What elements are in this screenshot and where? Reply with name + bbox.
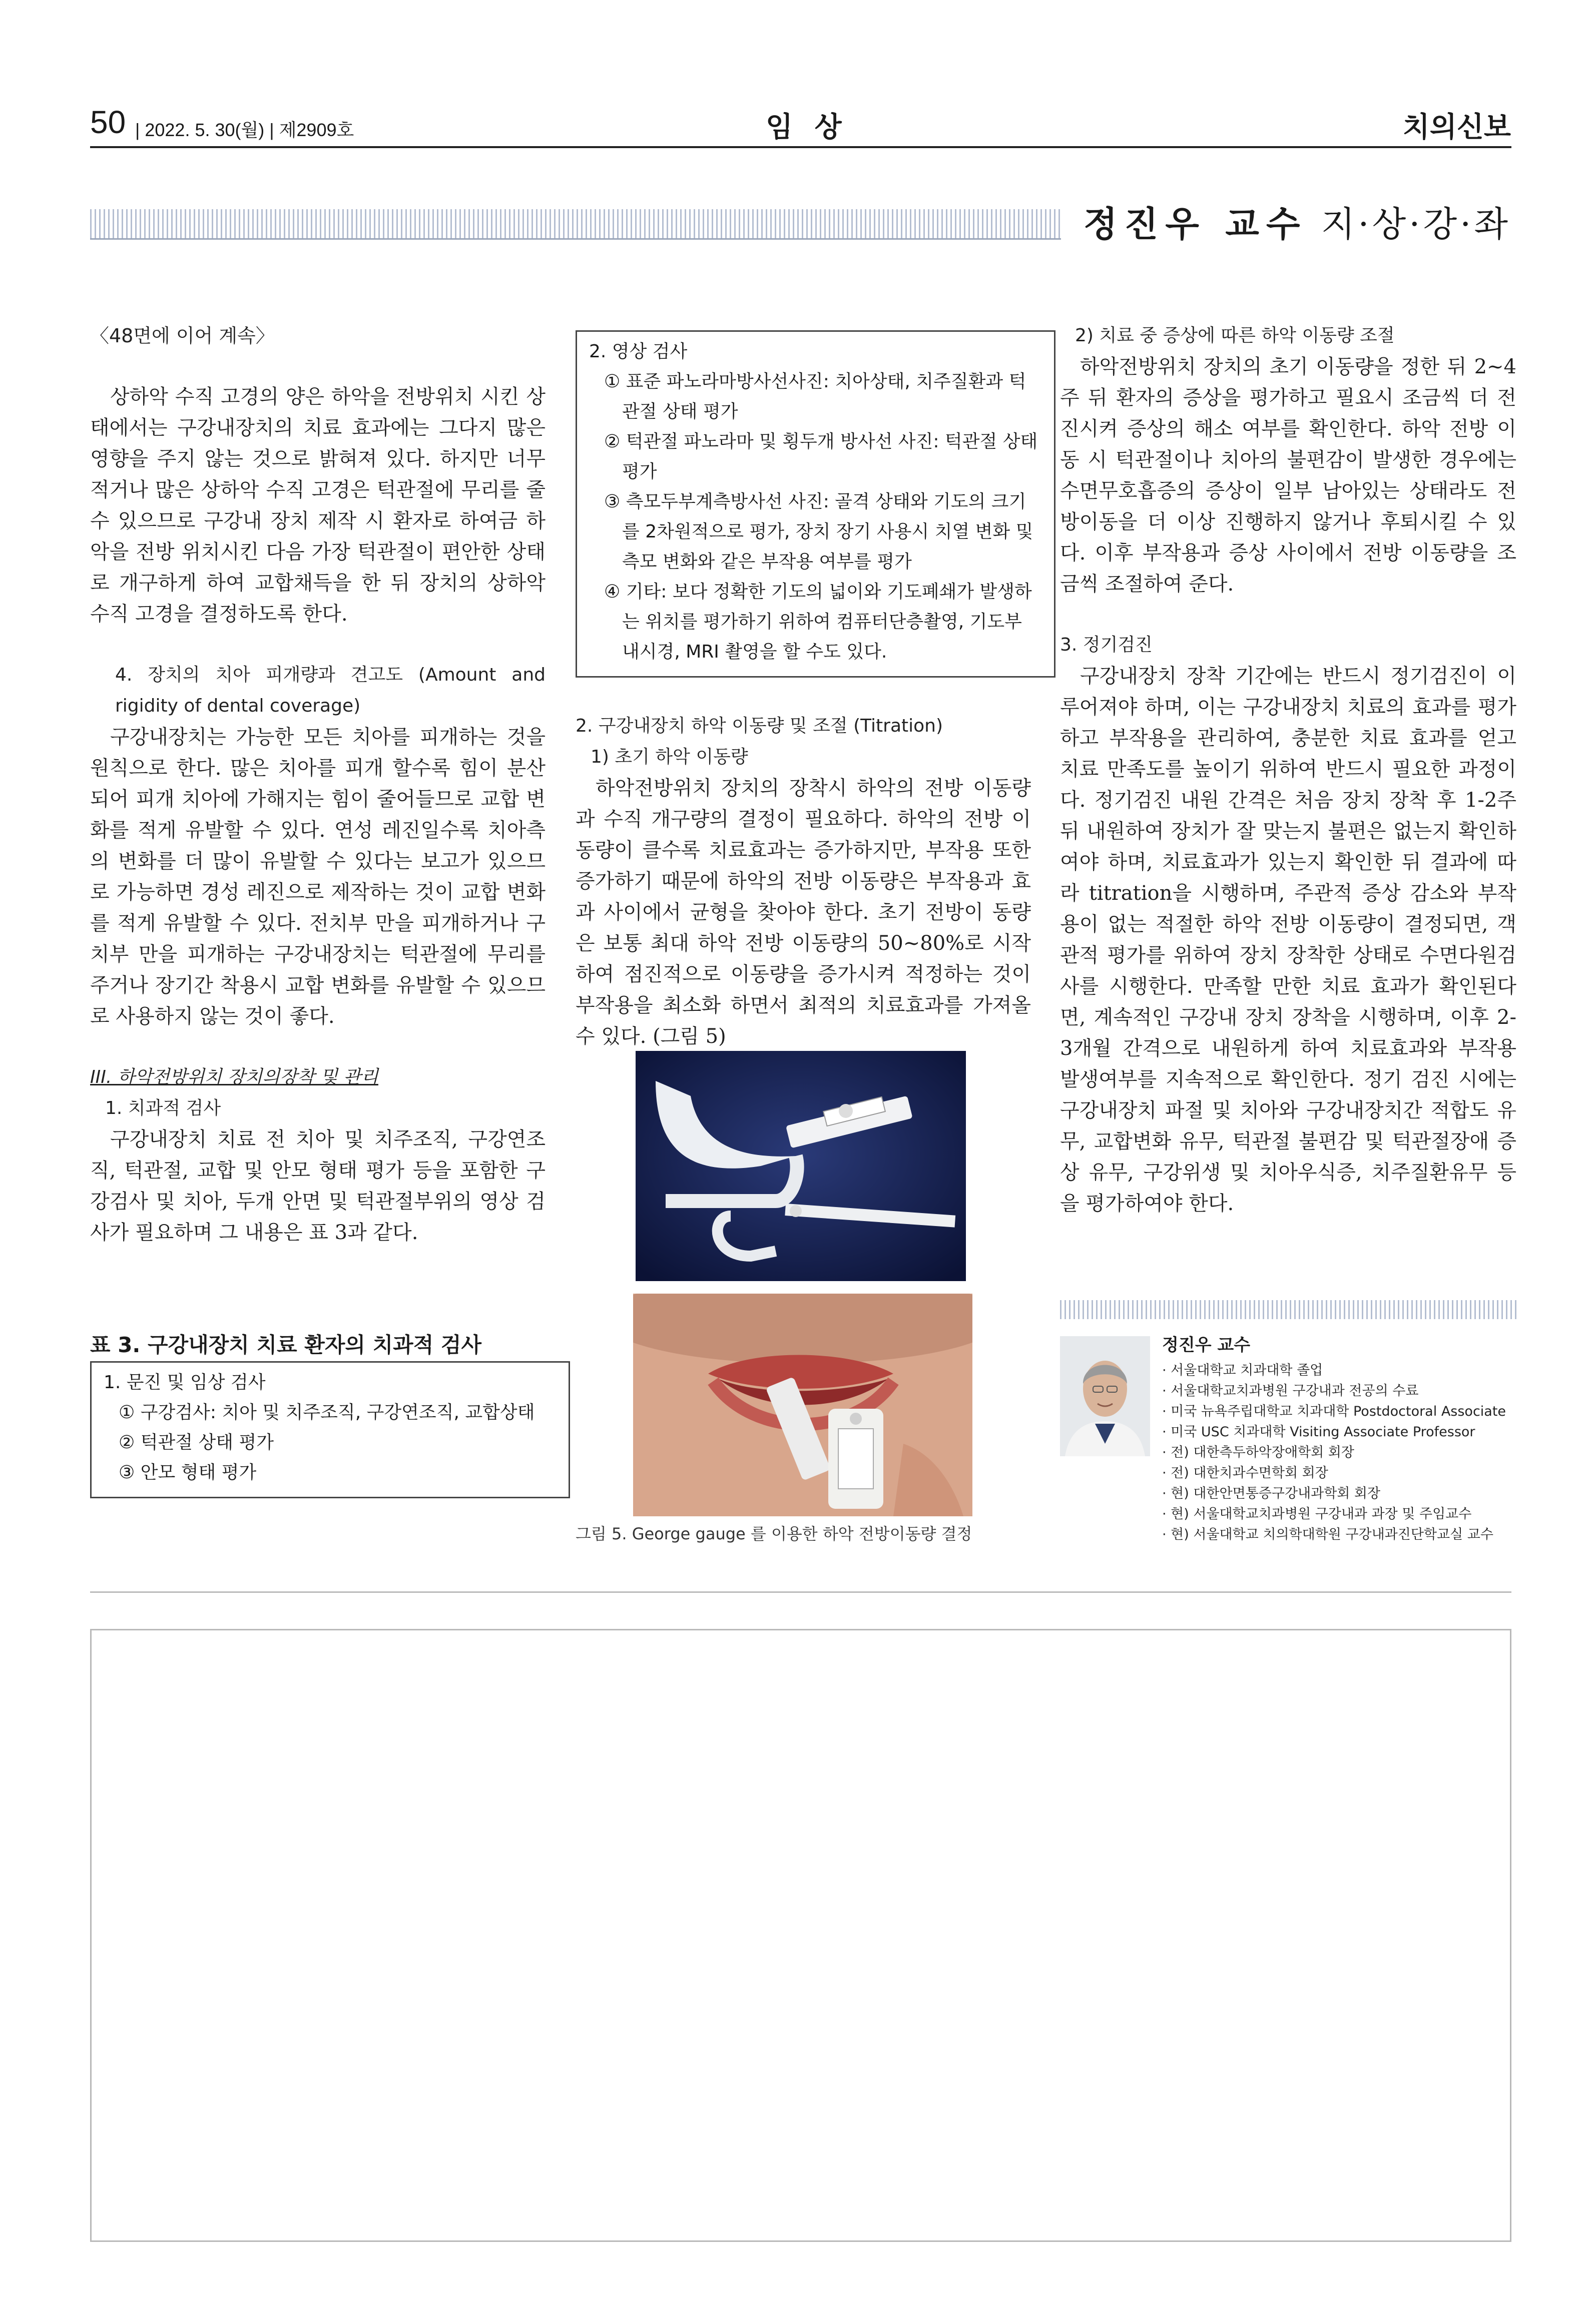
list-item: ① 표준 파노라마방사선사진: 치아상태, 치주질환과 턱관절 상태 평가	[604, 371, 1026, 422]
author-photo	[1060, 1336, 1150, 1456]
author-name: 정진우 교수	[1162, 1335, 1251, 1355]
paragraph: 구강내장치 장착 기간에는 반드시 정기검진이 이루어져야 하며, 이는 구강내장치 치료의 효과를 평가하고 부작용을 관리하여, 충분한 치료 효과를 얻고 치료 만족도를 높이기 위하여 반드시 필요한 과정이다. 정기검진 내원 간격은 처음 장치 장착 후 1-2주 뒤 내원하여 장치가 잘 맞는지 불편은 없는지 확인하여야 하며, 치료효과가 있는지 확인한 뒤 결과에 따라 titration을 시행하며, 주관적 증상 감소와 부작용이 없는 적절한 하악 전방 이동량이 결정되면, 객관적 평가를 위하여 장치 장착한 상태로 수면다원검사를 시행한다. 만족할 만한 치료 효과가 확인된다면, 계속적인 구강내 장치 장착을 시행하며, 이후 2-3개월 간격으로 내원하게 하여 치료효과와 부작용 발생여부를 지속적으로 확인한다. 정기 검진 시에는 구강내장치 파절 및 치아와 구강내장치간 적합도 유무, 교합변화 유무, 턱관절 불편감 및 턱관절장애 증상 유무, 구강위생 및 치아우식증, 치주질환유무 등을 평가하여야 한다.	[1060, 665, 1516, 1215]
header-rule	[90, 146, 1511, 148]
cv-item: · 미국 USC 치과대학 Visiting Associate Professor	[1162, 1422, 1506, 1442]
page-number: 50	[90, 104, 126, 140]
section-heading-3: III. 하악전방위치 장치의장착 및 관리	[90, 1067, 378, 1087]
series-banner	[1084, 196, 1511, 247]
table-title: 표 3. 구강내장치 치료 환자의 치과적 검사	[90, 1333, 482, 1357]
box-heading: 2. 영상 검사	[589, 341, 688, 362]
issue-date: | 2022. 5. 30(월) | 제2909호	[135, 120, 354, 140]
series-author: 정진우 교수	[1084, 204, 1307, 245]
figure-caption: 그림 5. George gauge 를 이용한 하악 전방이동량 결정	[576, 1524, 972, 1543]
column-2	[576, 711, 1031, 1052]
bottom-rule	[90, 1591, 1511, 1593]
column-1	[90, 320, 546, 1248]
series-title: 지·상·강·좌	[1321, 204, 1511, 245]
cv-item: · 전) 대한치과수면학회 회장	[1162, 1463, 1506, 1483]
subheading-checkup: 3. 정기검진	[1060, 635, 1153, 655]
subheading-titration: 2. 구강내장치 하악 이동량 및 조절 (Titration)	[576, 716, 943, 736]
cv-item: · 서울대학교 치과대학 졸업	[1162, 1360, 1506, 1381]
list-item: ① 구강검사: 치아 및 치주조직, 구강연조직, 교합상태	[119, 1402, 535, 1423]
paragraph: 하악전방위치 장치의 초기 이동량을 정한 뒤 2~4주 뒤 환자의 증상을 평가하고 필요시 조금씩 더 전진시켜 증상의 해소 여부를 확인한다. 하악 전방 이동 시 턱관절이나 치아의 불편감이 발생한 경우에는 수면무호흡증의 증상이 일부 남아있는 상태라도 전방이동을 더 이상 진행하지 않거나 후퇴시킬 수 있다. 이후 부작용과 증상 사이에서 전방 이동량을 조금씩 조절하여 준다.	[1060, 355, 1516, 596]
section-title: 임 상	[766, 111, 848, 144]
subheading-initial: 1) 초기 하악 이동량	[591, 747, 748, 767]
list-item: ③ 측모두부계측방사선 사진: 골격 상태와 기도의 크기를 2차원적으로 평가, 장치 장기 사용시 치열 변화 및 측모 변화와 같은 부작용 여부를 평가	[604, 491, 1033, 572]
cv-item: · 현) 대한안면통증구강내과학회 회장	[1162, 1483, 1506, 1504]
subheading-adjustment: 2) 치료 중 증상에 따른 하악 이동량 조절	[1075, 325, 1395, 346]
list-item: ④ 기타: 보다 정확한 기도의 넓이와 기도폐쇄가 발생하는 위치를 평가하기 위하여 컴퓨터단층촬영, 기도부 내시경, MRI 촬영을 할 수도 있다.	[604, 582, 1032, 662]
list-item: ② 턱관절 파노라마 및 횡두개 방사선 사진: 턱관절 상태 평가	[604, 431, 1038, 482]
cv-item: · 현) 서울대학교 치의학대학원 구강내과진단학교실 교수	[1162, 1524, 1506, 1545]
series-stripe-rule	[90, 238, 1061, 240]
newspaper-logo: 치의신보	[1402, 111, 1511, 144]
patient-gauge-photo	[633, 1294, 972, 1516]
author-stripe	[1060, 1300, 1516, 1319]
cv-item: · 전) 대한측두하악장애학회 회장	[1162, 1442, 1506, 1463]
subheading-dental-exam: 1. 치과적 검사	[105, 1098, 221, 1118]
table-heading: 1. 문진 및 임상 검사	[104, 1372, 266, 1393]
george-gauge-photo	[636, 1051, 966, 1281]
paragraph: 상하악 수직 고경의 양은 하악을 전방위치 시킨 상태에서는 구강내장치의 치료 효과에는 그다지 많은 영향을 주지 않는 것으로 밝혀져 있다. 하지만 너무 적거나 많은 상하악 수직 고경은 턱관절에 무리를 줄 수 있으므로 구강내 장치 제작 시 환자로 하여금 하악을 전방 위치시킨 다음 가장 턱관절이 편안한 상태로 개구하게 하여 교합채득을 한 뒤 장치의 상하악 수직 고경을 결정하도록 한다.	[90, 385, 546, 626]
column-3	[1060, 320, 1516, 1219]
series-stripe	[90, 209, 1061, 238]
imaging-exam-box	[576, 330, 1055, 678]
cv-item: · 서울대학교치과병원 구강내과 전공의 수료	[1162, 1381, 1506, 1401]
author-cv	[1162, 1360, 1506, 1545]
paragraph: 구강내장치 치료 전 치아 및 치주조직, 구강연조직, 턱관절, 교합 및 안모 형태 평가 등을 포함한 구강검사 및 치아, 두개 안면 및 턱관절부위의 영상 검사가 필요하며 그 내용은 표 3과 같다.	[90, 1128, 546, 1244]
advertisement-box	[90, 1629, 1511, 2242]
continuation-note: 〈48면에 이어 계속〉	[90, 325, 275, 347]
paragraph: 하악전방위치 장치의 장착시 하악의 전방 이동량과 수직 개구량의 결정이 필요하다. 하악의 전방 이동량이 클수록 치료효과는 증가하지만, 부작용 또한 증가하기 때문에 하악의 전방 이동량은 부작용과 효과 사이에서 균형을 찾아야 한다. 초기 전방이 동량은 보통 최대 하악 전방 이동량의 50~80%로 시작하여 점진적으로 이동량을 증가시켜 적정하는 것이 부작용을 최소화 하면서 최적의 치료효과를 가져올 수 있다. (그림 5)	[576, 777, 1031, 1048]
list-item: ③ 안모 형태 평가	[119, 1462, 257, 1483]
cv-item: · 미국 뉴욕주립대학교 치과대학 Postdoctoral Associate	[1162, 1401, 1506, 1422]
cv-item: · 현) 서울대학교치과병원 구강내과 과장 및 주임교수	[1162, 1504, 1506, 1524]
table-3-box	[90, 1361, 570, 1498]
paragraph: 구강내장치는 가능한 모든 치아를 피개하는 것을 원칙으로 한다. 많은 치아를 피개 할수록 힘이 분산되어 피개 치아에 가해지는 힘이 줄어들므로 교합 변화를 적게 유발할 수 있다. 연성 레진일수록 치아측의 변화를 더 많이 유발할 수 있다는 보고가 있으므로 가능하면 경성 레진으로 제작하는 것이 교합 변화를 적게 유발할 수 있다. 전치부 만을 피개하거나 구치부 만을 피개하는 구강내장치는 턱관절에 무리를 주거나 장기간 착용시 교합 변화를 유발할 수 있으므로 사용하지 않는 것이 좋다.	[90, 726, 546, 1028]
subheading-4: 4. 장치의 치아 피개량과 견고도 (Amount and rigidity of dental coverage)	[115, 665, 546, 716]
list-item: ② 턱관절 상태 평가	[119, 1432, 274, 1453]
